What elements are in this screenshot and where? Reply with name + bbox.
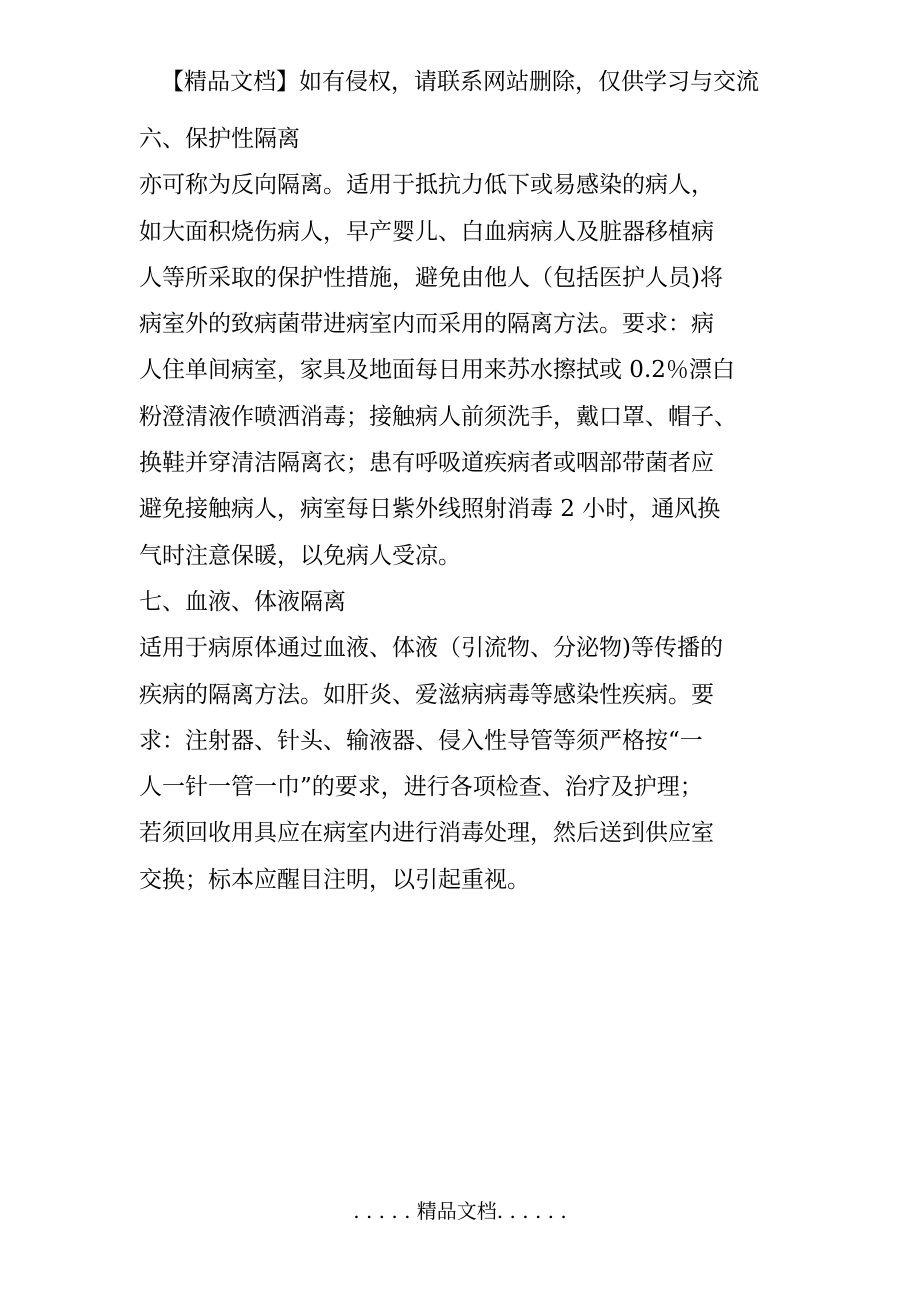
paragraph-line: 换鞋并穿清洁隔离衣；患有呼吸道疾病者或咽部带菌者应 xyxy=(139,450,714,477)
document-body xyxy=(139,116,779,903)
paragraph-line: 适用于病原体通过血液、体液（引流物、分泌物)等传播的 xyxy=(139,635,723,662)
paragraph-line: 若须回收用具应在病室内进行消毒处理，然后送到供应室 xyxy=(139,820,714,847)
paragraph-line: 气时注意保暖，以免病人受凉。 xyxy=(139,542,461,569)
paragraph-line: 人等所采取的保护性措施，避免由他人（包括医护人员)将 xyxy=(139,264,723,291)
paragraph-line: 亦可称为反向隔离。适用于抵抗力低下或易感染的病人， xyxy=(139,172,714,199)
page-footer: . . . . . 精品文档. . . . . . xyxy=(353,1199,567,1223)
paragraph-line: 人一针一管一巾”的要求，进行各项检查、治疗及护理； xyxy=(139,774,703,801)
paragraph-line: 如大面积烧伤病人，早产婴儿、白血病病人及脏器移植病 xyxy=(139,218,714,245)
paragraph-line: 避免接触病人，病室每日紫外线照射消毒 2 小时，通风换 xyxy=(139,496,721,523)
page-header: 【精品文档】如有侵权，请联系网站删除，仅供学习与交流 xyxy=(161,69,759,95)
paragraph-line: 病室外的致病菌带进病室内而采用的隔离方法。要求：病 xyxy=(139,311,714,338)
paragraph-line: 粉澄清液作喷洒消毒；接触病人前须洗手，戴口罩、帽子、 xyxy=(139,403,737,430)
paragraph-line: 交换；标本应醒目注明，以引起重视。 xyxy=(139,866,530,893)
paragraph-line: 人住单间病室，家具及地面每日用来苏水擦拭或 0.2％漂白 xyxy=(139,357,735,384)
section-heading: 六、保护性隔离 xyxy=(139,126,300,152)
paragraph-line: 疾病的隔离方法。如肝炎、爱滋病病毒等感染性疾病。要 xyxy=(139,681,714,708)
section-heading: 七、血液、体液隔离 xyxy=(139,588,346,615)
paragraph-line: 求：注射器、针头、输液器、侵入性导管等须严格按“一 xyxy=(139,727,703,754)
